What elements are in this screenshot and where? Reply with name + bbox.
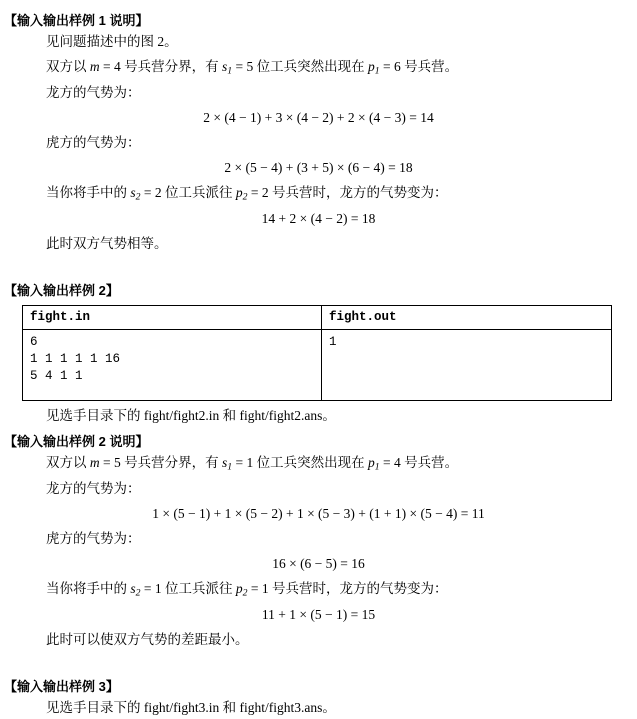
e2-l1-part-c: = 1 位工兵突然出现在 xyxy=(232,454,368,470)
io-sample-table-2 xyxy=(22,305,612,401)
e1-l2-part-d: = 6 号兵营。 xyxy=(379,58,459,74)
e1-eq1-text: 2 × (4 − 1) + 3 × (4 − 2) + 2 × (4 − 3) = 14 xyxy=(203,110,434,126)
e2-eq2-text: 16 × (6 − 5) = 16 xyxy=(272,555,365,571)
example1-line-2 xyxy=(0,56,637,79)
e1-l6-text: 此时双方气势相等。 xyxy=(46,236,168,252)
example1-equation-1 xyxy=(0,107,637,129)
table-header-input: fight.in xyxy=(23,305,322,329)
files-note-3-text: 见选手目录下的 fight/fight3.in 和 fight/fight3.ans。 xyxy=(46,699,336,715)
e1-l2-part-c: = 5 位工兵突然出现在 xyxy=(232,58,368,74)
e2-l4-var-s-sub: 2 xyxy=(135,587,141,599)
e1-l2-var-s-sub: 1 xyxy=(227,65,233,77)
e1-eq2-text: 2 × (5 − 4) + (3 + 5) × (6 − 4) = 18 xyxy=(224,159,413,175)
output-line: 1 xyxy=(329,334,337,349)
e2-eq1-text: 1 × (5 − 1) + 1 × (5 − 2) + 1 × (5 − 3) + (1 + 1) × (5 − 4) = 11 xyxy=(152,505,485,521)
e2-l4-var-p: p xyxy=(235,580,243,596)
spacer-before-example3 xyxy=(0,654,637,676)
spacer-before-example2 xyxy=(0,258,637,280)
example1-line-3 xyxy=(0,82,637,104)
e2-l1-var-s: s xyxy=(222,454,228,470)
example2-line-3 xyxy=(0,528,637,550)
example1-line-6 xyxy=(0,233,637,255)
e1-l5-part-b: = 2 位工兵派往 xyxy=(140,184,236,200)
e2-l1-part-b: = 5 号兵营分界，有 xyxy=(99,454,222,470)
example2-equation-1 xyxy=(0,503,637,525)
example1-equation-2 xyxy=(0,157,637,179)
e2-l1-var-m: m xyxy=(89,454,100,470)
files-note-2 xyxy=(0,405,637,427)
e1-l5-var-s: s xyxy=(130,184,136,200)
e1-l2-var-p-sub: 1 xyxy=(374,65,380,77)
example1-line-1 xyxy=(0,31,637,53)
e2-l2-text: 龙方的气势为： xyxy=(46,481,141,497)
e1-l5-var-s-sub: 2 xyxy=(135,191,141,203)
e2-l1-part-a: 双方以 xyxy=(46,454,90,470)
e1-l5-part-c: = 2 号兵营时，龙方的气势变为： xyxy=(247,184,448,200)
table-cell-output xyxy=(322,329,612,400)
e2-l5-text: 此时可以使双方气势的差距最小。 xyxy=(46,631,249,647)
example2-equation-3 xyxy=(0,604,637,626)
e1-l5-part-a: 当你将手中的 xyxy=(46,184,131,200)
e2-l4-part-c: = 1 号兵营时，龙方的气势变为： xyxy=(247,580,448,596)
example2-line-2 xyxy=(0,478,637,500)
heading-example2-explain: 【输入输出样例 2 说明】 xyxy=(4,433,149,449)
example1-line-5 xyxy=(0,182,637,205)
e1-l2-part-a: 双方以 xyxy=(46,58,90,74)
e1-l4-text: 虎方的气势为： xyxy=(46,135,141,151)
e1-l2-var-m: m xyxy=(89,58,100,74)
input-line: 5 4 1 1 xyxy=(30,368,83,383)
e2-l1-var-s-sub: 1 xyxy=(227,461,233,473)
input-line: 6 xyxy=(30,334,38,349)
table-header-row xyxy=(23,305,612,329)
e2-l1-var-p: p xyxy=(368,454,375,470)
e2-l4-var-p-sub: 2 xyxy=(242,587,248,599)
e2-l1-var-p-sub: 1 xyxy=(374,461,380,473)
input-line: 1 1 1 1 1 16 xyxy=(30,351,121,366)
example1-line-1-text: 见问题描述中的图 2。 xyxy=(46,34,178,49)
heading-example3: 【输入输出样例 3】 xyxy=(4,678,119,694)
example2-line-5 xyxy=(0,629,637,651)
e2-l1-part-d: = 4 号兵营。 xyxy=(379,454,459,470)
e2-l4-part-a: 当你将手中的 xyxy=(46,580,131,596)
example2-line-1 xyxy=(0,452,637,475)
e1-l2-part-b: = 4 号兵营分界，有 xyxy=(99,58,222,74)
heading-example1-explain: 【输入输出样例 1 说明】 xyxy=(4,13,149,28)
heading-example2: 【输入输出样例 2】 xyxy=(4,282,119,298)
e1-l2-var-p: p xyxy=(368,58,375,74)
e1-l3-text: 龙方的气势为： xyxy=(46,85,141,101)
table-header-output: fight.out xyxy=(322,305,612,329)
e1-eq3-text: 14 + 2 × (4 − 2) = 18 xyxy=(261,211,376,227)
e2-eq3-text: 11 + 1 × (5 − 1) = 15 xyxy=(261,607,376,622)
files-note-3 xyxy=(0,697,637,719)
page-top-spacer xyxy=(0,0,637,10)
example1-line-4 xyxy=(0,132,637,154)
e2-l3-text: 虎方的气势为： xyxy=(46,530,141,546)
table-cell-input xyxy=(23,329,322,400)
example2-equation-2 xyxy=(0,553,637,575)
e1-l5-var-p: p xyxy=(235,184,243,200)
e2-l4-var-s: s xyxy=(130,580,136,596)
table-row xyxy=(23,329,612,400)
e1-l5-var-p-sub: 2 xyxy=(242,191,248,203)
e2-l4-part-b: = 1 位工兵派往 xyxy=(140,580,236,596)
e1-l2-var-s: s xyxy=(222,58,228,74)
example2-line-4 xyxy=(0,578,637,601)
files-note-2-text: 见选手目录下的 fight/fight2.in 和 fight/fight2.ans。 xyxy=(46,407,336,423)
example1-equation-3 xyxy=(0,208,637,230)
